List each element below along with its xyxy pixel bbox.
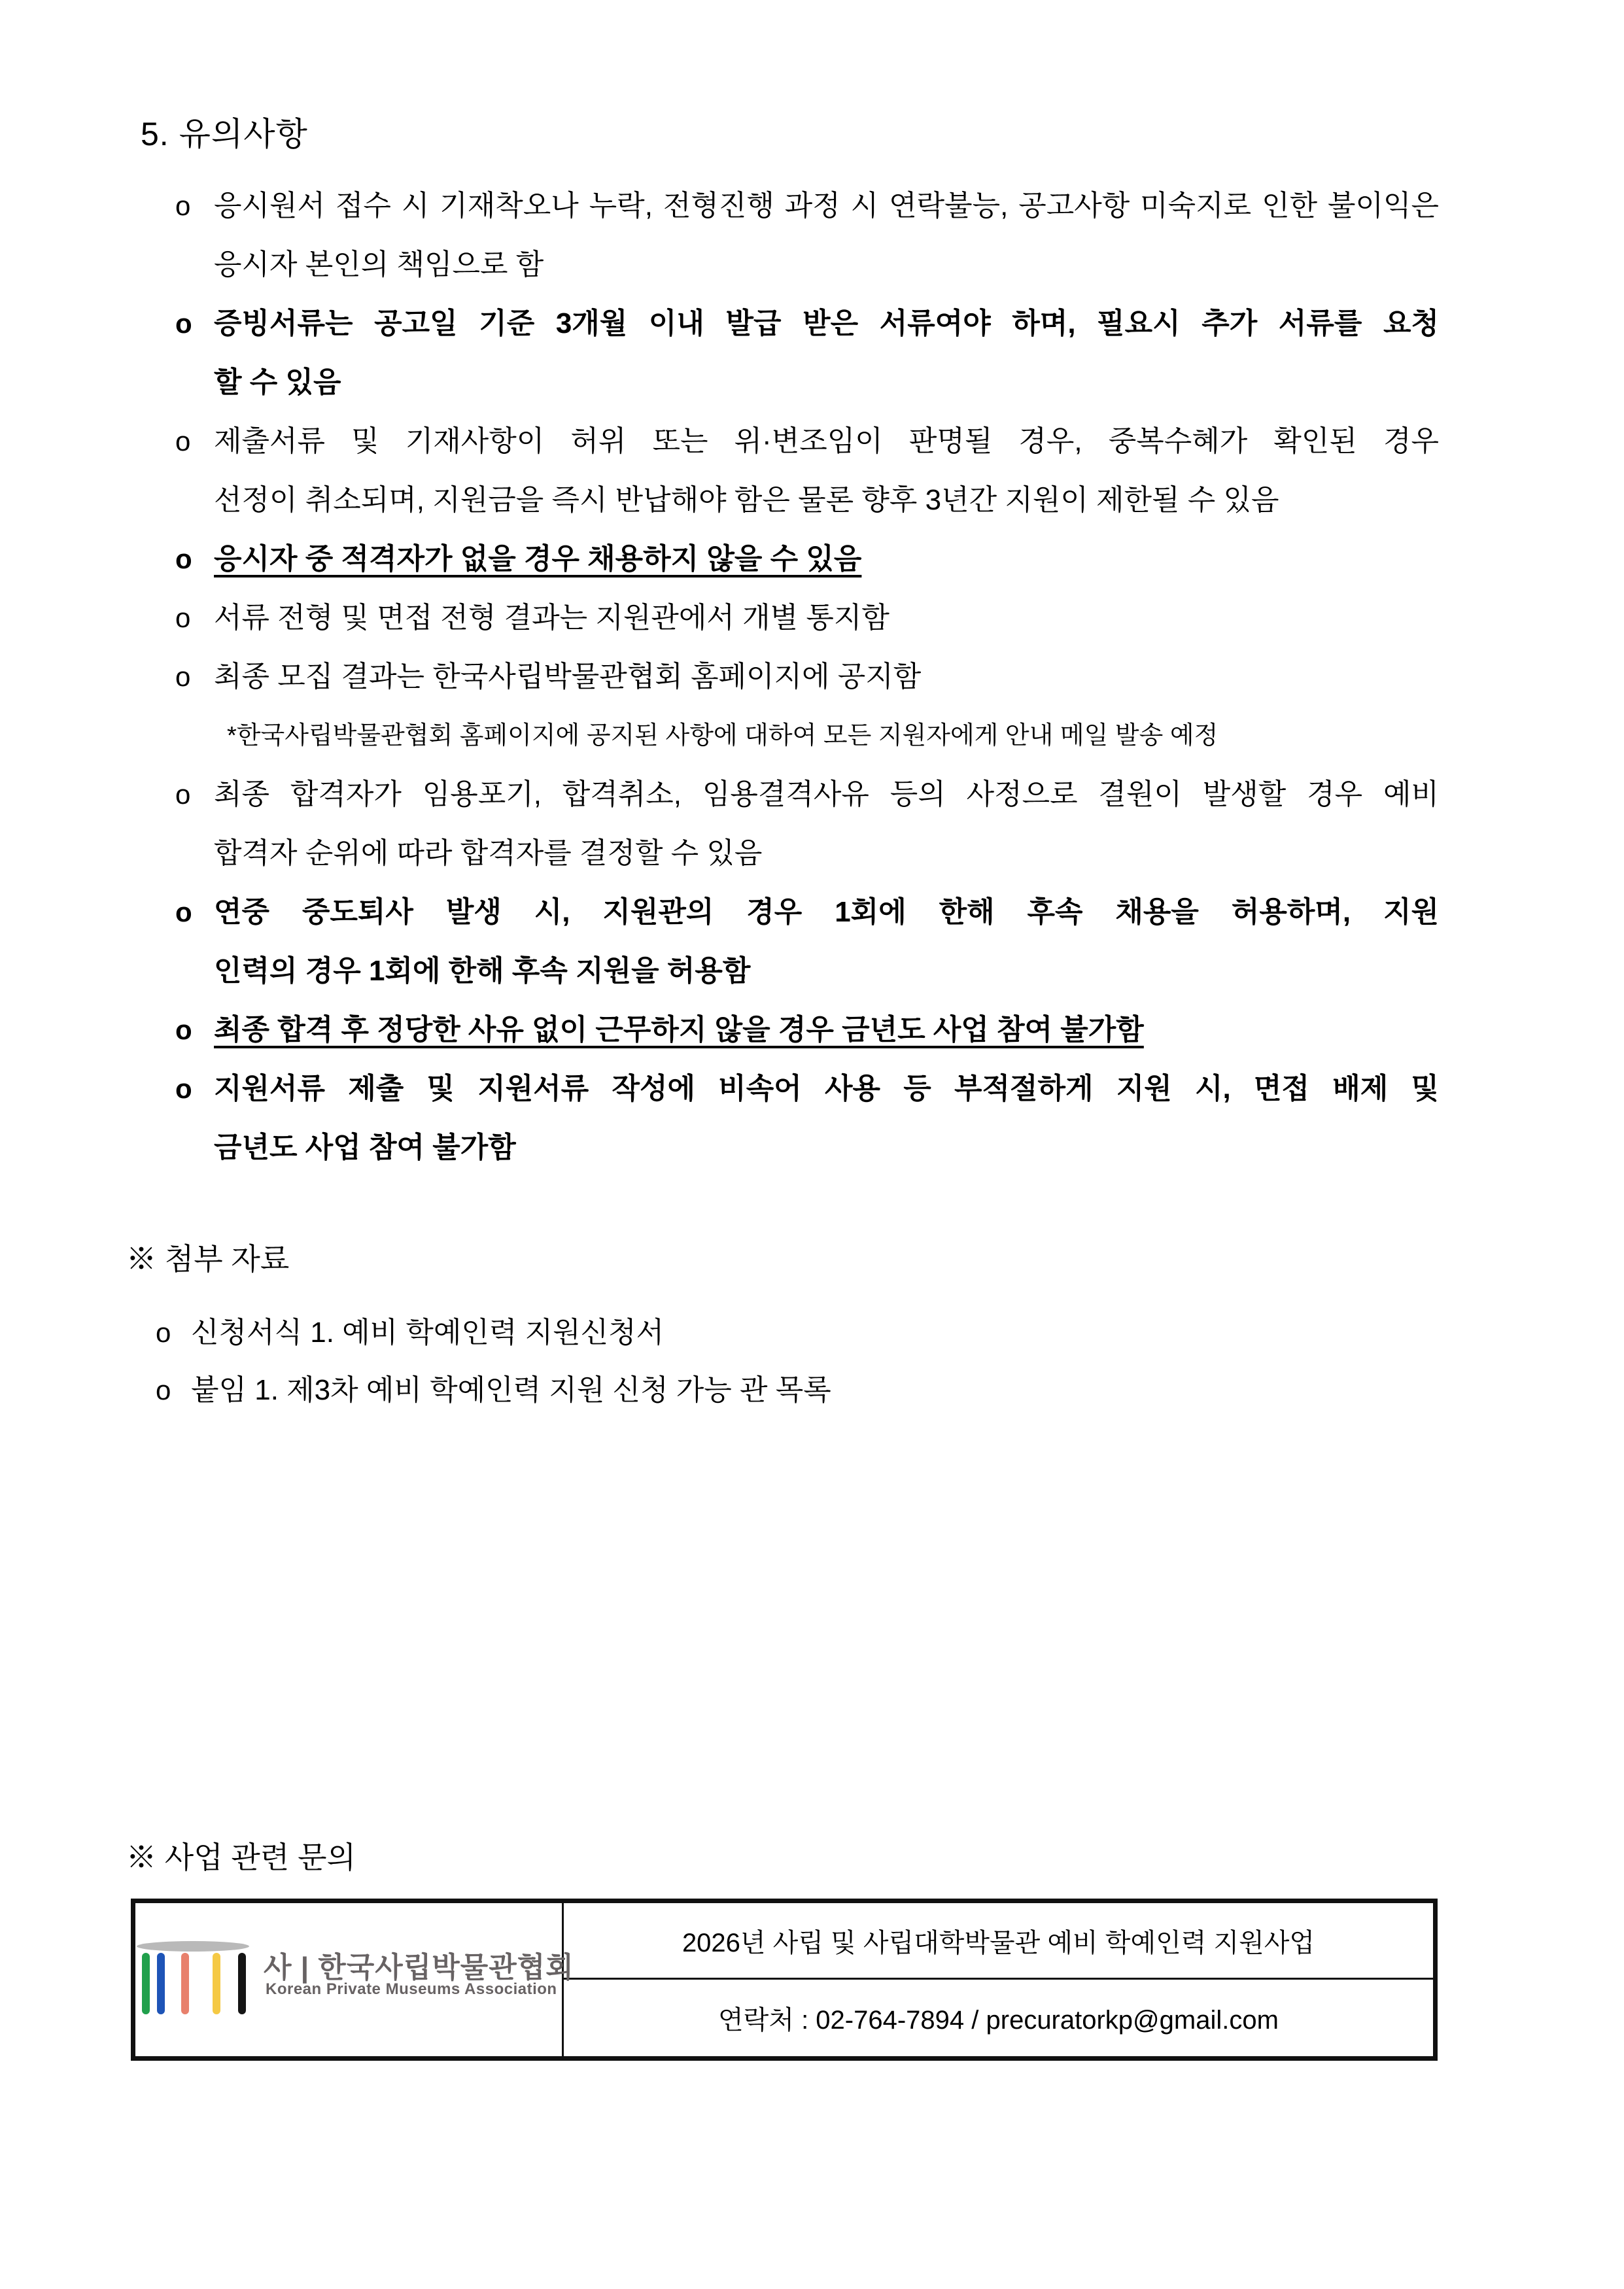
attachments-title: ※ 첨부 자료 (126, 1242, 290, 1276)
bullet-marker: o (156, 1375, 171, 1405)
museum-roof-icon (137, 1941, 249, 1952)
bullet-marker: o (175, 897, 192, 927)
note-line (0, 235, 1624, 294)
bullet-marker: o (175, 602, 191, 633)
bullet-marker: o (175, 543, 192, 574)
logo-bar-icon (157, 1953, 165, 2014)
note-line (0, 294, 1624, 353)
inquiry-title: ※ 사업 관련 문의 (126, 1840, 356, 1874)
note-line (0, 883, 1624, 942)
note-line (0, 942, 1624, 1001)
bullet-marker: o (175, 1014, 192, 1045)
note-text: 선정이 취소되며, 지원금을 즉시 반납해야 함은 물론 향후 3년간 지원이 제한될 수 있음 (214, 484, 1279, 516)
note-text: 최종 합격 후 정당한 사유 없이 근무하지 않을 경우 금년도 사업 참여 불가함 (214, 1014, 1144, 1046)
logo-cell (135, 1903, 574, 2056)
note-line (0, 706, 1624, 765)
note-line (0, 1001, 1624, 1059)
program-title: 2026년 사립 및 사립대학박물관 예비 학예인력 지원사업 (564, 1903, 1433, 1980)
note-line (0, 647, 1624, 706)
note-text: 응시원서 접수 시 기재착오나 누락, 전형진행 과정 시 연락불능, 공고사항 미숙지로 인한 불이익은 (214, 190, 1439, 222)
note-text: *한국사립박물관협회 홈페이지에 공지된 사항에 대하여 모든 지원자에게 안내 메일 발송 예정 (227, 722, 1218, 749)
attachments-list (0, 1304, 1624, 1419)
org-name-english: Korean Private Museums Association (266, 1980, 557, 1998)
section-title: 5. 유의사항 (141, 116, 308, 152)
org-name-korean: 사 | 한국사립박물관협회 (264, 1952, 574, 1984)
bullet-marker: o (175, 779, 191, 810)
logo-bar-icon (142, 1953, 150, 2014)
note-text: 최종 모집 결과는 한국사립박물관협회 홈페이지에 공지함 (214, 661, 922, 693)
logo-bar-icon (213, 1953, 220, 2014)
note-text: 인력의 경우 1회에 한해 후속 지원을 허용함 (214, 955, 751, 987)
logo-bar-icon (238, 1953, 246, 2014)
attachment-item (0, 1362, 1624, 1419)
note-line (0, 530, 1624, 589)
note-text: 할 수 있음 (214, 366, 341, 398)
attachment-item (0, 1304, 1624, 1362)
note-text: 최종 합격자가 임용포기, 합격취소, 임용결격사유 등의 사정으로 결원이 발생할 경우 예비 (214, 778, 1439, 810)
note-line (0, 589, 1624, 647)
note-line (0, 824, 1624, 883)
note-text: 제출서류 및 기재사항이 허위 또는 위·변조임이 판명될 경우, 중복수혜가 확인된 경우 (214, 425, 1439, 457)
contact-table (131, 1899, 1438, 2061)
note-line (0, 353, 1624, 412)
note-line (0, 471, 1624, 530)
note-text: 합격자 순위에 따라 합격자를 결정할 수 있음 (214, 837, 763, 869)
note-text: 증빙서류는 공고일 기준 3개월 이내 발급 받은 서류여야 하며, 필요시 추가 서류를 요청 (214, 307, 1439, 339)
note-line (0, 1059, 1624, 1118)
note-text: 지원서류 제출 및 지원서류 작성에 비속어 사용 등 부적절하게 지원 시, 면접 배제 및 (214, 1073, 1439, 1105)
note-text: 금년도 사업 참여 불가함 (214, 1131, 516, 1163)
bullet-marker: o (175, 661, 191, 692)
note-text: 연중 중도퇴사 발생 시, 지원관의 경우 1회에 한해 후속 채용을 허용하며, 지원 (214, 896, 1439, 928)
attachment-text: 붙임 1. 제3차 예비 학예인력 지원 신청 가능 관 목록 (191, 1374, 831, 1406)
bullet-marker: o (156, 1317, 171, 1348)
bullet-marker: o (175, 1073, 192, 1104)
bullet-marker: o (175, 308, 192, 339)
note-line (0, 412, 1624, 471)
bullet-marker: o (175, 190, 191, 221)
bullet-marker: o (175, 426, 191, 456)
note-line (0, 765, 1624, 824)
logo-bar-icon (181, 1953, 189, 2014)
note-text: 응시자 중 적격자가 없을 경우 채용하지 않을 수 있음 (214, 543, 862, 575)
note-text: 서류 전형 및 면접 전형 결과는 지원관에서 개별 통지함 (214, 602, 890, 634)
note-text: 응시자 본인의 책임으로 함 (214, 249, 544, 281)
note-line (0, 1118, 1624, 1177)
notes-list (0, 177, 1624, 1177)
contact-info: 연락처 : 02-764-7894 / precuratorkp@gmail.com (718, 2006, 1279, 2035)
note-line (0, 177, 1624, 235)
attachment-text: 신청서식 1. 예비 학예인력 지원신청서 (191, 1317, 665, 1349)
